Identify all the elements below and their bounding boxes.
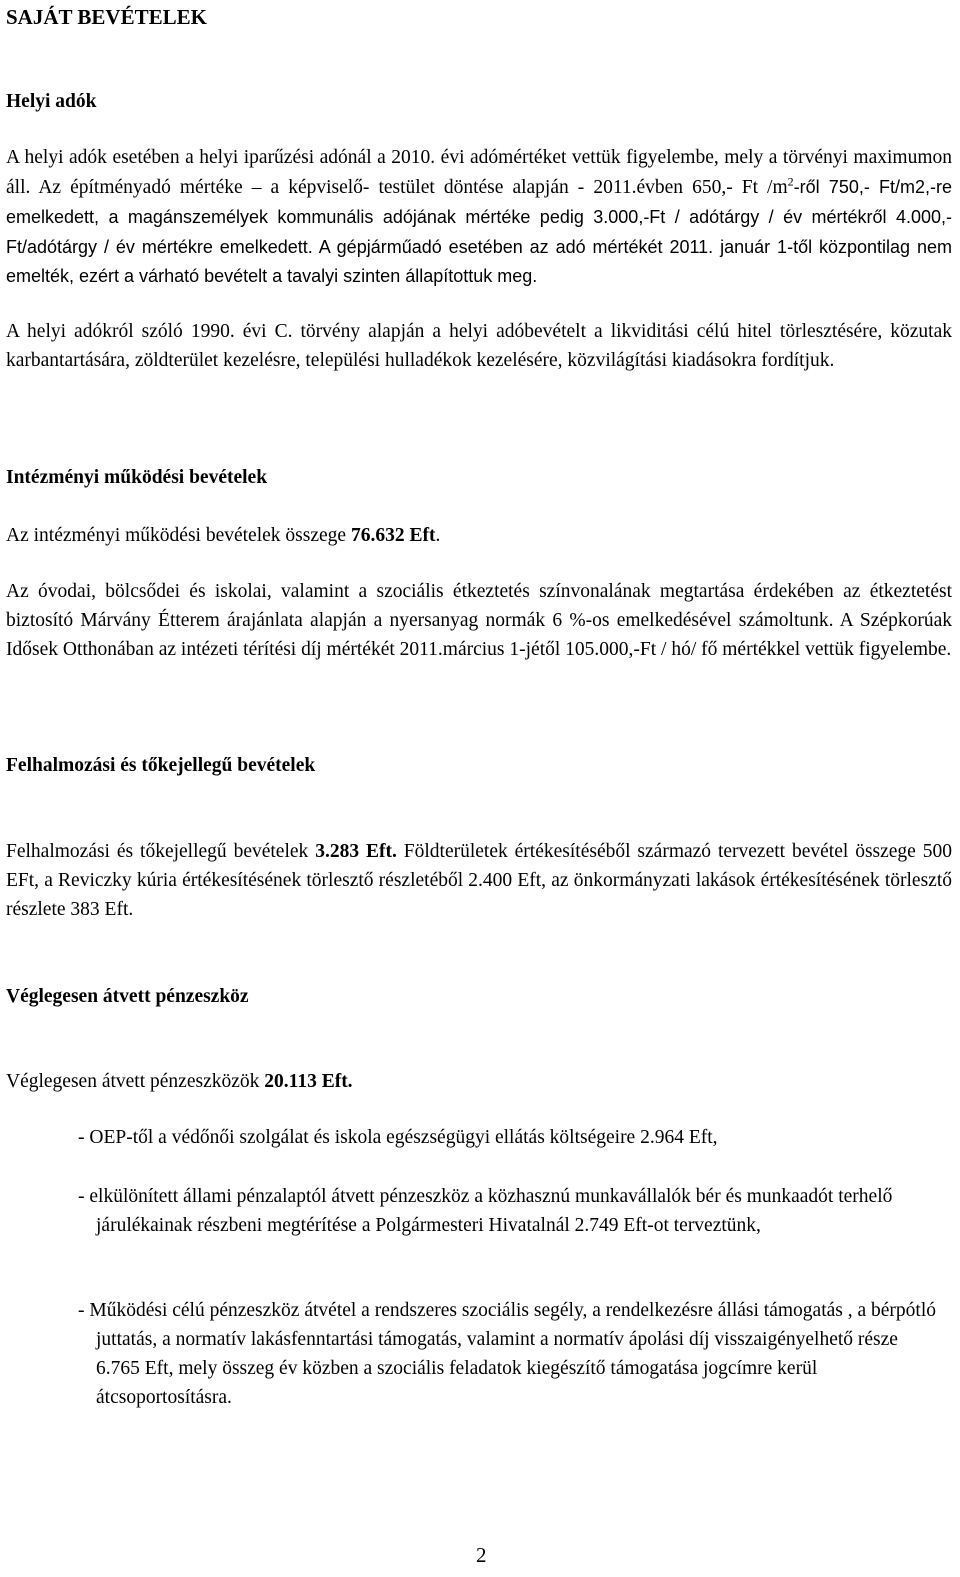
intezmenyi-sum [6, 522, 952, 551]
helyi-adok-p1-cont: -ről 750,- Ft/m2,-re emelkedett, a magánszemélyek kommunális adójának mértéke pedig 3.000,-Ft / adótárgy / év mértékről 4.000,-Ft/adótárgy / év mértékre emelkedett. A gépjárműadó esetében az adó mértékét 2011. január 1-től központilag nem emelték, ezért a várható bevételt a tavalyi szinten állapítottuk meg. [6, 176, 953, 287]
helyi-adok-paragraph-1 [6, 144, 952, 292]
list-item-oep [78, 1124, 938, 1153]
section-heading-veglegesen: Véglegesen átvett pénzeszköz [6, 986, 249, 1007]
felhalmozasi-value: 3.283 Eft. [315, 841, 397, 862]
page-title: SAJÁT BEVÉTELEK [6, 5, 207, 29]
section-heading-helyi-adok: Helyi adók [6, 91, 97, 112]
intezmenyi-sum-text: Az intézményi működési bevételek összege [6, 525, 351, 546]
section-heading-felhalmozasi: Felhalmozási és tőkejellegű bevételek [6, 755, 316, 776]
intezmenyi-paragraph: Az óvodai, bölcsődei és iskolai, valamint a szociális étkeztetés színvonalának megtartása érdekében az étkeztetést biztosító Márvány Étterem árajánlata alapján a nyersanyag normák 6 %-os emelkedésével számoltunk. A Szépkorúak Idősek Otthonában az intézeti térítési díj mértékét 2011.március 1-jétől 105.000,-Ft / hó/ fő mértékkel vettük figyelembe. [6, 581, 952, 660]
veglegesen-sum-text: Véglegesen átvett pénzeszközök [6, 1071, 265, 1092]
list-item-text: - elkülönített állami pénzalaptól átvett pénzeszköz a közhasznú munkavállalók bér és munkaadót terhelő járulékainak részbeni megtérítése a Polgármesteri Hivatalnál 2.749 Eft-ot terveztünk, [78, 1186, 893, 1236]
felhalmozasi-paragraph [6, 838, 952, 925]
list-item-allami-penzalap [78, 1183, 938, 1241]
list-item-text: - OEP-től a védőnői szolgálat és iskola egészségügyi ellátás költségeire 2.964 Eft, [78, 1127, 718, 1148]
veglegesen-sum-value: 20.113 Eft. [264, 1071, 353, 1092]
veglegesen-sum [6, 1068, 952, 1097]
felhalmozasi-text-a: Felhalmozási és tőkejellegű bevételek [6, 841, 316, 862]
list-item-mukodesi-celu [78, 1297, 938, 1412]
section-heading-intezmenyi: Intézményi működési bevételek [6, 467, 268, 488]
felhalmozasi-text-b: Földterületek értékesítéséből származó tervezett bevétel összege 500 EFt, a Reviczky kúria értékesítésének törlesztő részletéből 2.400 Eft, az önkormányzati lakások értékesítésének törlesztő részlete 383 Eft. [6, 841, 952, 920]
superscript-2: 2 [787, 174, 794, 189]
intezmenyi-sum-value: 76.632 Eft [350, 525, 436, 546]
intezmenyi-sum-end: . [435, 525, 441, 546]
helyi-adok-p1-text: A helyi adók esetében a helyi iparűzési adónál a 2010. évi adómértéket vettük figyelembe, mely a törvényi maximumon áll. Az építményadó mértéke – a képviselő- testület döntése alapján - 2011.évben 650,- Ft /m [6, 147, 952, 198]
page-number: 2 [476, 1543, 487, 1567]
helyi-adok-paragraph-2: A helyi adókról szóló 1990. évi C. törvény alapján a helyi adóbevételt a likviditási célú hitel törlesztésére, közutak karbantartására, zöldterület kezelésre, települési hulladékok kezelésére, közvilágítási kiadásokra fordítjuk. [6, 321, 952, 371]
list-item-text: - Működési célú pénzeszköz átvétel a rendszeres szociális segély, a rendelkezésre állási támogatás , a bérpótló juttatás, a normatív lakásfenntartási támogatás, valamint a normatív ápolási díj visszaigényelhető része 6.765 Eft, mely összeg év közben a szociális feladatok kiegészítő támogatása jogcímre kerül átcsoportosításra. [78, 1300, 936, 1408]
